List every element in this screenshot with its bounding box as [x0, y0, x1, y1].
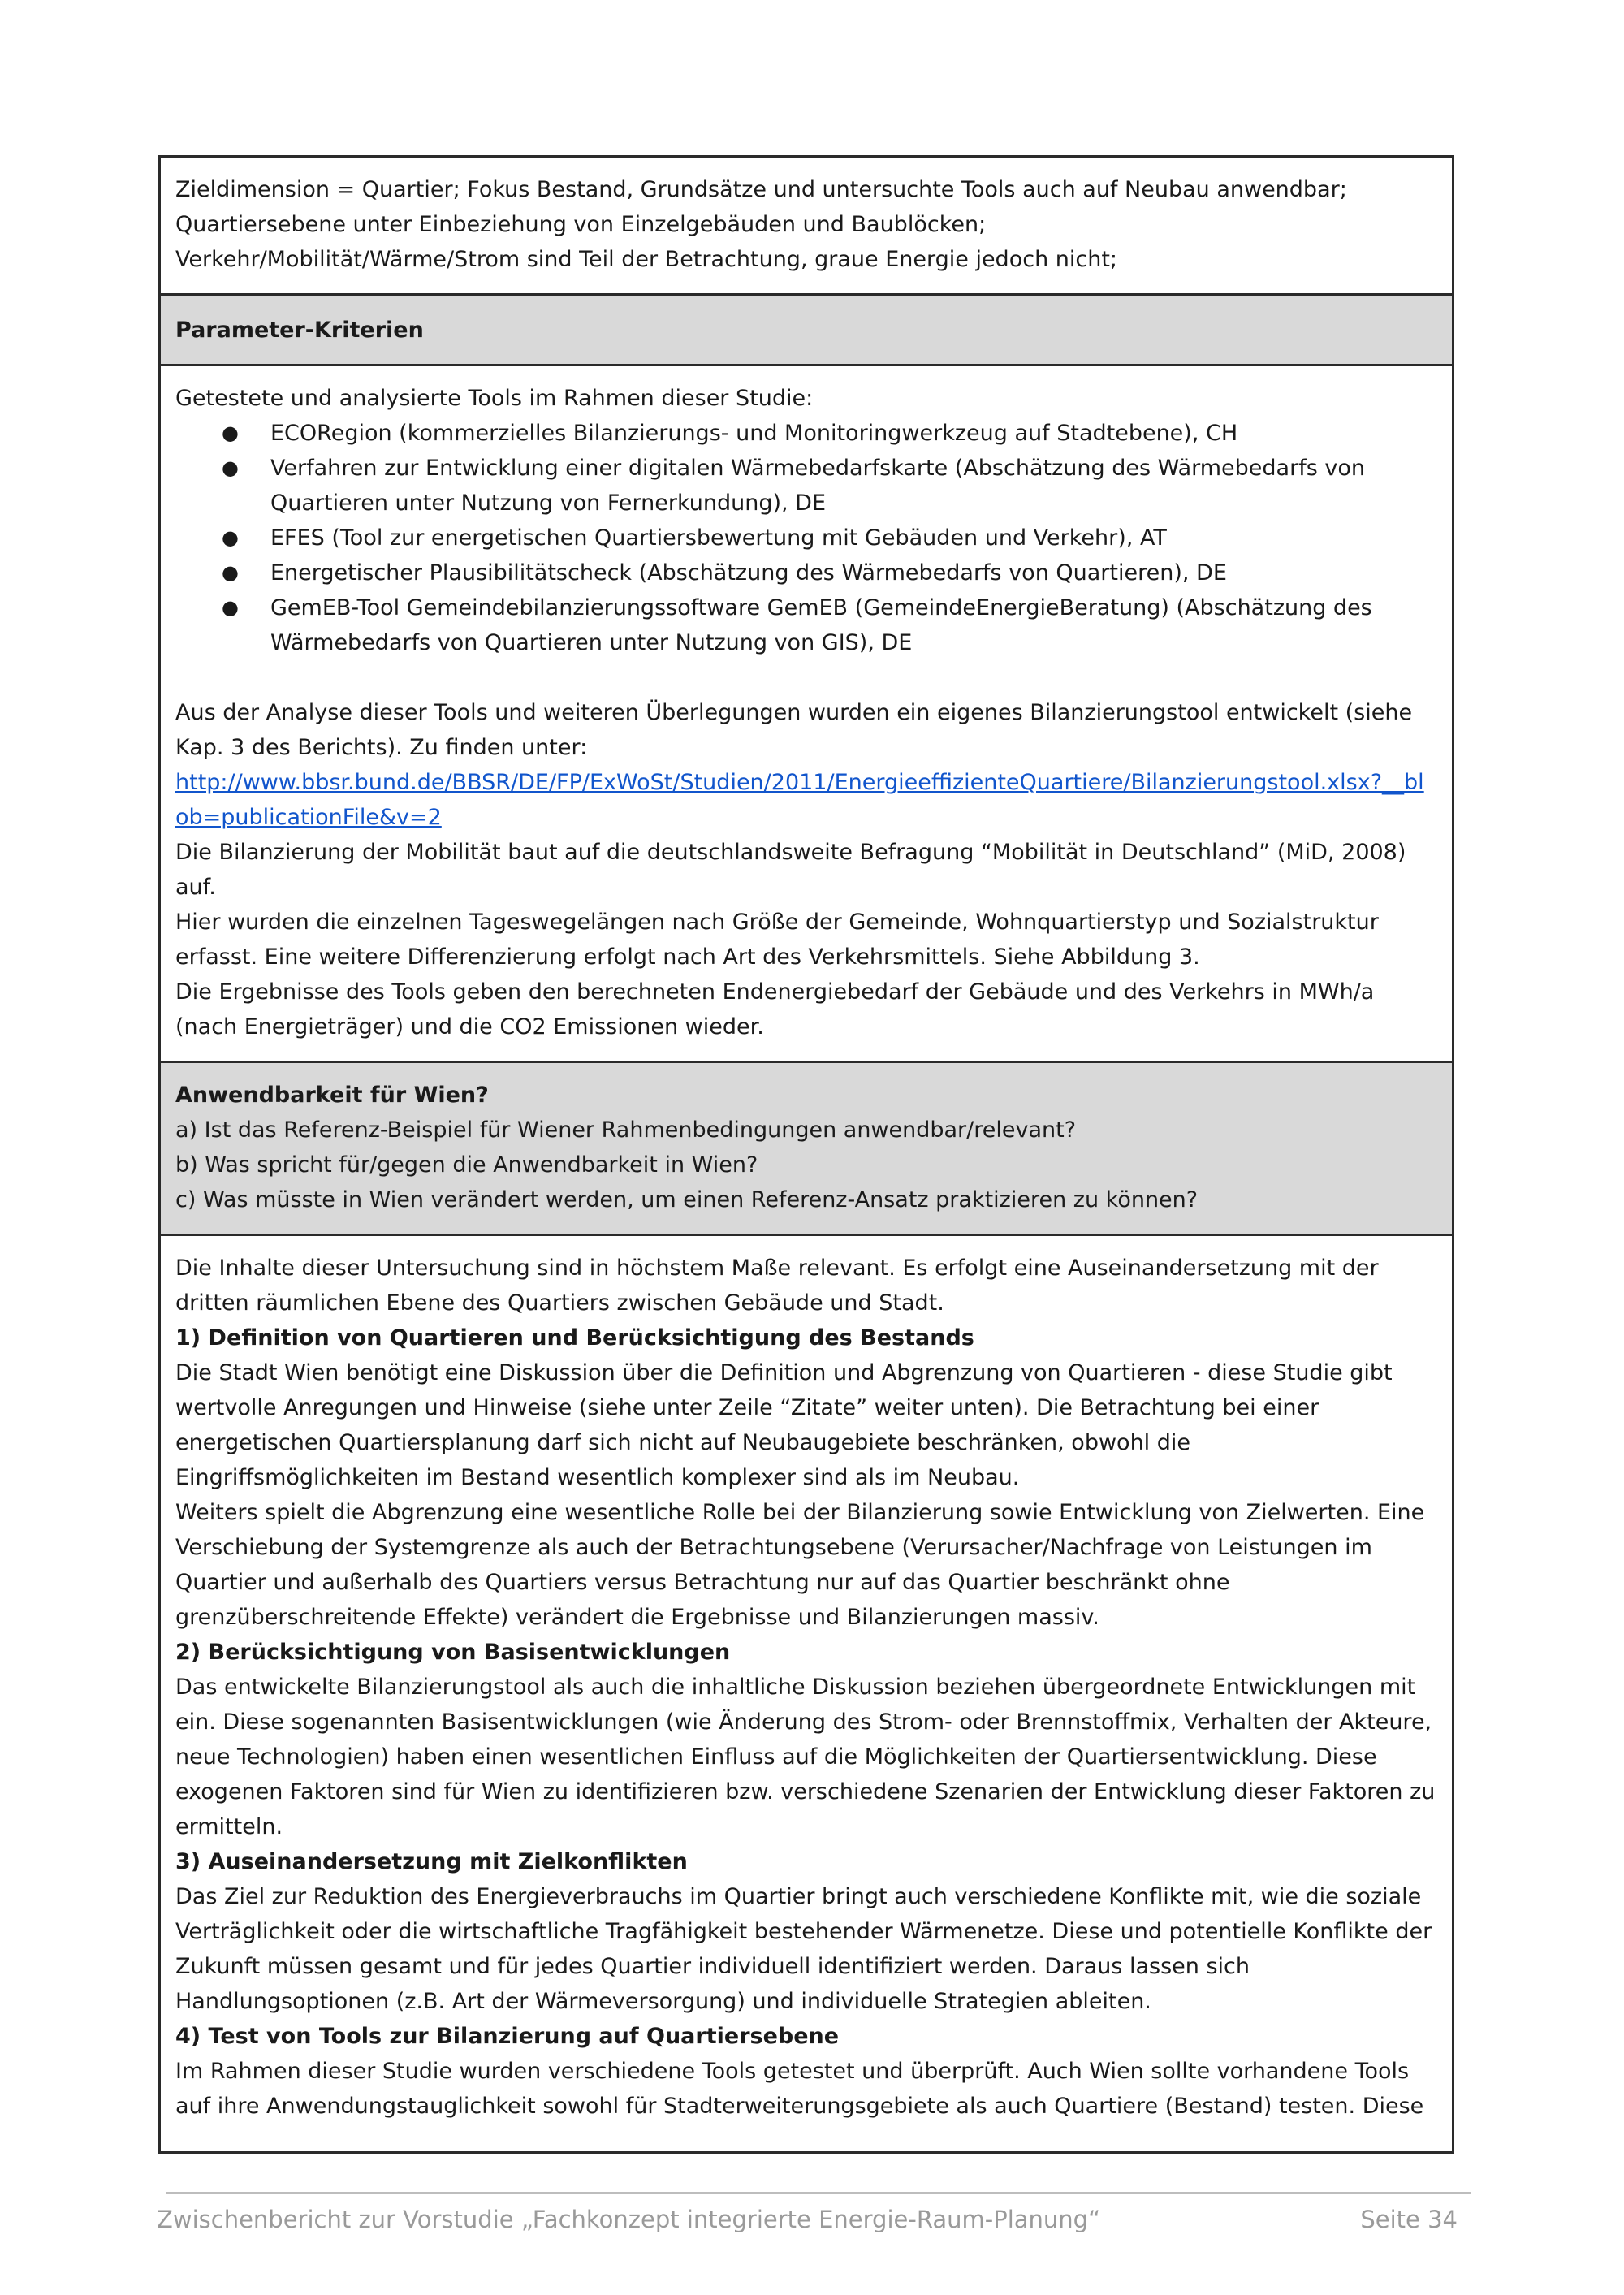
- question-a: a) Ist das Referenz-Beispiel für Wiener Rahmenbedingungen anwendbar/relevant?: [175, 1117, 1077, 1143]
- tool-text: GemEB-Tool Gemeindebilanzierungssoftware GemEB (GemeindeEnergieBeratung) (Abschätzung des Wärmebedarfs von Quartieren unter Nutzung von GIS), DE: [270, 595, 1372, 655]
- tool-text: Energetischer Plausibilitätscheck (Abschätzung des Wärmebedarfs von Quartieren), DE: [270, 560, 1227, 586]
- scope-line: Quartiersebene unter Einbeziehung von Einzelgebäuden und Baublöcken;: [175, 212, 987, 237]
- bullet-icon: ●: [222, 421, 239, 444]
- report-table: [158, 155, 1454, 2154]
- results-text: Die Ergebnisse des Tools geben den berechneten Endenergiebedarf der Gebäude und des Verkehrs in MWh/a (nach Energieträger) und die CO2 Emissionen wieder.: [175, 979, 1375, 1039]
- scope-line: Verkehr/Mobilität/Wärme/Strom sind Teil der Betrachtung, graue Energie jedoch nicht;: [175, 247, 1118, 272]
- page-number: Seite 34: [1360, 2206, 1458, 2233]
- list-item: [222, 416, 1436, 451]
- parameter-header-cell: [161, 293, 1452, 364]
- question-b: b) Was spricht für/gegen die Anwendbarkeit in Wien?: [175, 1152, 758, 1178]
- question-c: c) Was müsste in Wien verändert werden, um einen Referenz-Ansatz praktizieren zu können?: [175, 1187, 1199, 1212]
- scope-line: Zieldimension = Quartier; Fokus Bestand, Grundsätze und untersuchte Tools auch auf Neubau anwendbar;: [175, 177, 1347, 202]
- discussion-cell: [161, 1234, 1452, 2150]
- section-paragraph: Im Rahmen dieser Studie wurden verschiedene Tools getestet und überprüft. Auch Wien sollte vorhandene Tools auf ihre Anwendungstauglichkeit sowohl für Stadterweiterungsgebiete als auch Quartiere (Bestand) testen. Diese: [175, 2059, 1424, 2119]
- section-heading-zielkonflikte: 3) Auseinandersetzung mit Zielkonflikten: [175, 1849, 688, 1874]
- section-paragraph: Das entwickelte Bilanzierungstool als auch die inhaltliche Diskussion beziehen übergeordnete Entwicklungen mit ein. Diese sogenannten Basisentwicklungen (wie Änderung des Strom- oder Brennstoffmix, Verhalten der Akteure, neue Technologien) haben einen wesentlichen Einfluss auf die Möglichkeiten der Quartiersentwicklung. Diese exogenen Faktoren sind für Wien zu identifizieren bzw. verschiedene Szenarien der Entwicklung dieser Faktoren zu ermitteln.: [175, 1675, 1436, 1839]
- section-heading-definition: 1) Definition von Quartieren und Berücksichtigung des Bestands: [175, 1325, 974, 1351]
- list-item: [222, 555, 1436, 590]
- tool-text: EFES (Tool zur energetischen Quartiersbewertung mit Gebäuden und Verkehr), AT: [270, 525, 1167, 551]
- tools-intro: Getestete und analysierte Tools im Rahmen dieser Studie:: [175, 386, 814, 411]
- analysis-text: Aus der Analyse dieser Tools und weiteren Überlegungen wurden ein eigenes Bilanzierungstool entwickelt (siehe Kap. 3 des Berichts). Zu finden unter:: [175, 700, 1413, 760]
- mobility-text: Die Bilanzierung der Mobilität baut auf die deutschlandsweite Befragung “Mobilität in Deutschland” (MiD, 2008) auf.: [175, 840, 1406, 900]
- bullet-icon: ●: [222, 561, 239, 584]
- section-paragraph: Das Ziel zur Reduktion des Energieverbrauchs im Quartier bringt auch verschiedene Konflikte mit, wie die soziale Verträglichkeit oder die wirtschaftliche Tragfähigkeit bestehender Wärmenetze. Diese und potentielle Konflikte der Zukunft müssen gesamt und für jedes Quartier individuell identifiziert werden. Daraus lassen sich Handlungsoptionen (z.B. Art der Wärmeversorgung) und individuelle Strategien ableiten.: [175, 1884, 1432, 2014]
- bilanzierungstool-link[interactable]: http://www.bbsr.bund.de/BBSR/DE/FP/ExWoSt/Studien/2011/EnergieeffizienteQuartiere/Bilanzierungstool.xlsx?__blob=publicationFile&v=2: [175, 770, 1424, 830]
- tool-text: Verfahren zur Entwicklung einer digitalen Wärmebedarfskarte (Abschätzung des Wärmebedarfs von Quartieren unter Nutzung von Fernerkundung), DE: [270, 456, 1365, 516]
- discussion-intro: Die Inhalte dieser Untersuchung sind in höchstem Maße relevant. Es erfolgt eine Auseinandersetzung mit der dritten räumlichen Ebene des Quartiers zwischen Gebäude und Stadt.: [175, 1256, 1379, 1316]
- applicability-cell: [161, 1061, 1452, 1234]
- parameter-heading: Parameter-Kriterien: [175, 317, 424, 343]
- applicability-heading: Anwendbarkeit für Wien?: [175, 1083, 489, 1108]
- bullet-icon: ●: [222, 526, 239, 549]
- footer-title: Zwischenbericht zur Vorstudie „Fachkonzept integrierte Energie-Raum-Planung“: [157, 2206, 1101, 2233]
- section-heading-basisentwicklungen: 2) Berücksichtigung von Basisentwicklungen: [175, 1640, 731, 1665]
- footer-divider: [166, 2192, 1471, 2194]
- section-heading-tools: 4) Test von Tools zur Bilanzierung auf Quartiersebene: [175, 2024, 840, 2049]
- parameter-content-cell: [161, 364, 1452, 1061]
- bullet-icon: ●: [222, 456, 239, 479]
- distances-text: Hier wurden die einzelnen Tageswegelängen nach Größe der Gemeinde, Wohnquartierstyp und Sozialstruktur erfasst. Eine weitere Differenzierung erfolgt nach Art des Verkehrsmittels. Siehe Abbildung 3.: [175, 910, 1379, 970]
- list-item: [222, 451, 1436, 521]
- tools-list: [175, 416, 1436, 660]
- tool-link-line: [175, 765, 1436, 835]
- tool-text: ECORegion (kommerzielles Bilanzierungs- und Monitoringwerkzeug auf Stadtebene), CH: [270, 421, 1238, 446]
- list-item: [222, 590, 1436, 660]
- bullet-icon: ●: [222, 596, 239, 619]
- scope-cell: [161, 158, 1452, 293]
- spacer: [175, 660, 1436, 695]
- section-paragraph: Weiters spielt die Abgrenzung eine wesentliche Rolle bei der Bilanzierung sowie Entwicklung von Zielwerten. Eine Verschiebung der Systemgrenze als auch der Betrachtungsebene (Verursacher/Nachfrage von Leistungen im Quartier und außerhalb des Quartiers versus Betrachtung nur auf das Quartier beschränkt ohne grenzüberschreitende Effekte) verändert die Ergebnisse und Bilanzierungen massiv.: [175, 1500, 1425, 1630]
- section-paragraph: Die Stadt Wien benötigt eine Diskussion über die Definition und Abgrenzung von Quartieren - diese Studie gibt wertvolle Anregungen und Hinweise (siehe unter Zeile “Zitate” weiter unten). Die Betrachtung bei einer energetischen Quartiersplanung darf sich nicht auf Neubaugebiete beschränken, obwohl die Eingriffsmöglichkeiten im Bestand wesentlich komplexer sind als im Neubau.: [175, 1360, 1393, 1490]
- list-item: [222, 521, 1436, 555]
